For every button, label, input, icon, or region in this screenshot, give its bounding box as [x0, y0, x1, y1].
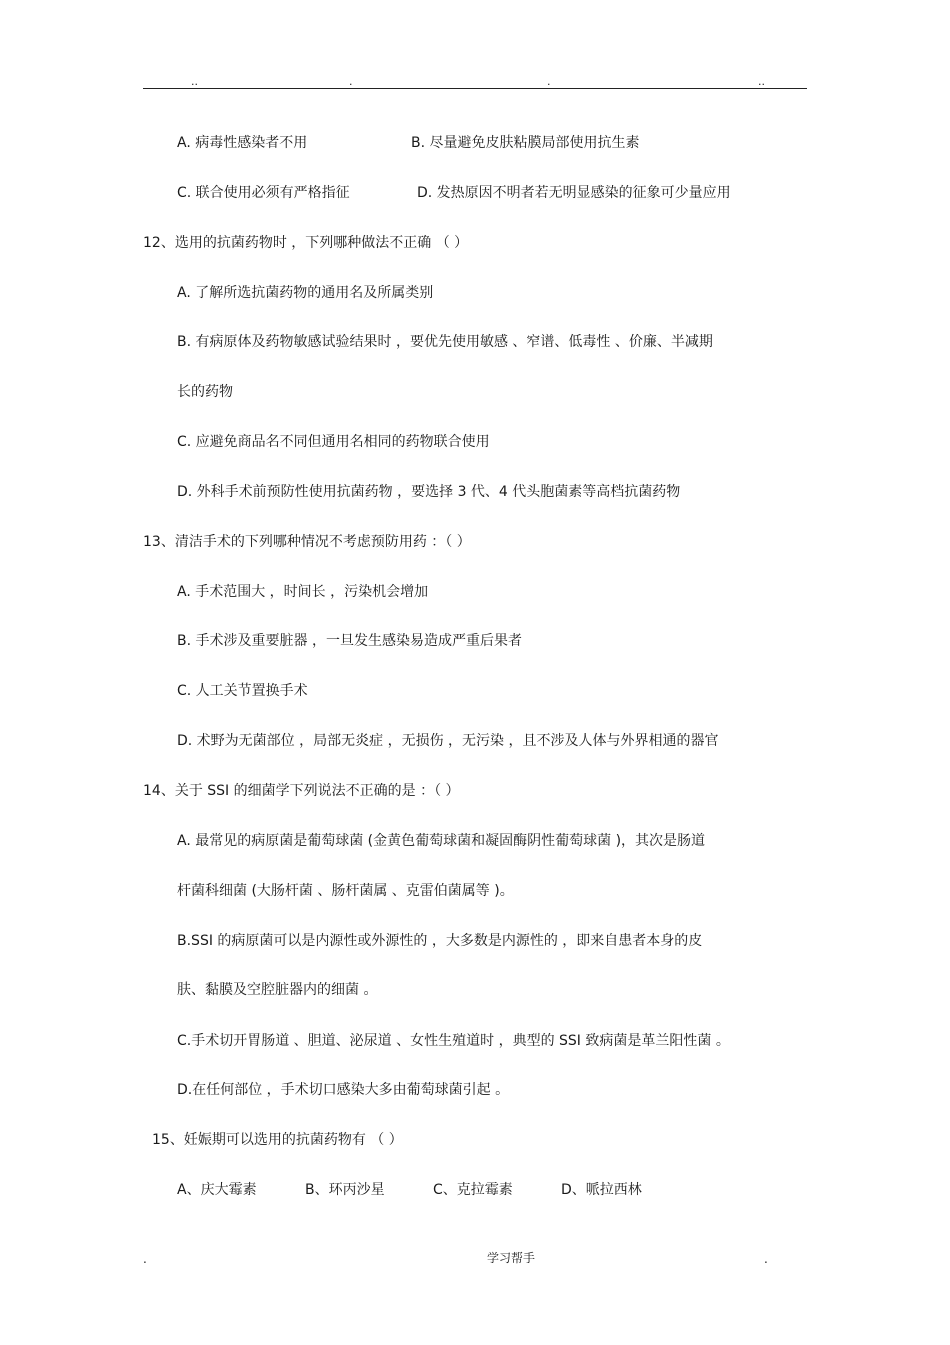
q12-option-b-cont: 长的药物 [177, 384, 233, 400]
q12-option-c: C. 应避免商品名不同但通用名相同的药物联合使用 [177, 434, 490, 450]
q11-option-a: A. 病毒性感染者不用 [177, 135, 308, 151]
footer-title: 学习帮手 [487, 1251, 536, 1265]
q15-option-c: C、克拉霉素 [433, 1182, 513, 1198]
q15-option-a: A、庆大霉素 [177, 1182, 257, 1198]
footer-left-mark: . [143, 1252, 147, 1266]
header-rule [143, 88, 807, 89]
q14-question: 14、关于 SSI 的细菌学下列说法不正确的是 ：（ ） [143, 783, 460, 799]
q11-option-b: B. 尽量避免皮肤粘膜局部使用抗生素 [411, 135, 640, 151]
header-mark-3: . [547, 75, 551, 88]
header-mark-1: .. [191, 75, 198, 88]
q15-option-b: B、环丙沙星 [305, 1182, 385, 1198]
q12-option-d: D. 外科手术前预防性使用抗菌药物 ，要选择 3 代、4 代头胞菌素等高档抗菌药物 [177, 484, 681, 500]
q14-option-b-cont: 肤、黏膜及空腔脏器内的细菌 。 [177, 982, 378, 998]
q13-option-c: C. 人工关节置换手术 [177, 683, 308, 699]
q14-option-d: D.在任何部位 ，手术切口感染大多由葡萄球菌引起 。 [177, 1082, 510, 1098]
q13-option-b: B. 手术涉及重要脏器 ，一旦发生感染易造成严重后果者 [177, 633, 522, 649]
header-mark-2: . [349, 75, 353, 88]
q15-option-d: D、哌拉西林 [561, 1182, 642, 1198]
q11-option-d: D. 发热原因不明者若无明显感染的征象可少量应用 [417, 185, 731, 201]
q15-question: 15、妊娠期可以选用的抗菌药物有 （ ） [152, 1132, 403, 1148]
q11-option-c: C. 联合使用必须有严格指征 [177, 185, 350, 201]
header-mark-4: .. [758, 75, 765, 88]
q12-question: 12、选用的抗菌药物时 ，下列哪种做法不正确 （ ） [143, 235, 469, 251]
footer-right-mark: . [764, 1252, 768, 1266]
q13-option-a: A. 手术范围大 ，时间长 ，污染机会增加 [177, 584, 429, 600]
q13-question: 13、清洁手术的下列哪种情况不考虑预防用药 ：（ ） [143, 534, 471, 550]
q12-option-b: B. 有病原体及药物敏感试验结果时 ，要优先使用敏感 、窄谱、低毒性 、价廉、半减期 [177, 334, 713, 350]
q14-option-a-cont: 杆菌科细菌 (大肠杆菌 、肠杆菌属 、克雷伯菌属等 )。 [177, 883, 514, 899]
q14-option-c: C.手术切开胃肠道 、胆道、泌尿道 、女性生殖道时 ，典型的 SSI 致病菌是革兰阳性菌 。 [177, 1033, 730, 1049]
q14-option-b: B.SSI 的病原菌可以是内源性或外源性的 ，大多数是内源性的 ，即来自患者本身的皮 [177, 933, 703, 949]
q14-option-a: A. 最常见的病原菌是葡萄球菌 (金黄色葡萄球菌和凝固酶阴性葡萄球菌 )，其次是肠道 [177, 833, 706, 849]
q13-option-d: D. 术野为无菌部位 ，局部无炎症 ，无损伤 ，无污染 ，且不涉及人体与外界相通的器官 [177, 733, 719, 749]
q12-option-a: A. 了解所选抗菌药物的通用名及所属类别 [177, 285, 434, 301]
